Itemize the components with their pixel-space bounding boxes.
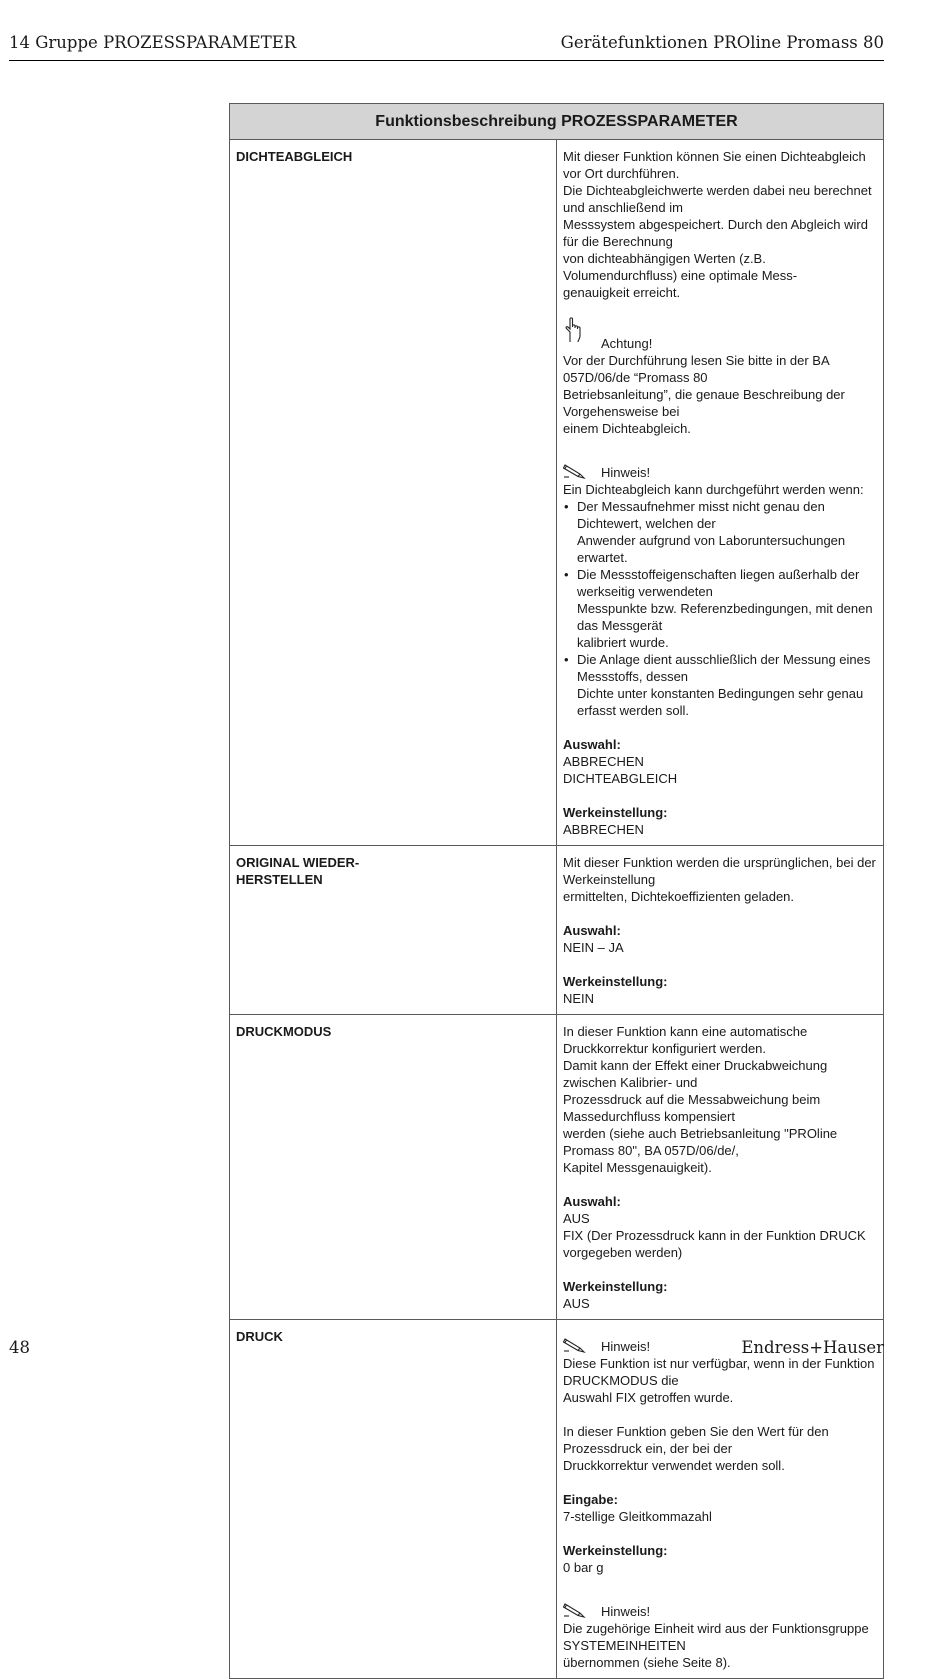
hand-pointing-finger-icon: [563, 316, 585, 348]
default-value: ABBRECHEN: [563, 822, 644, 837]
default-value: NEIN: [563, 991, 595, 1006]
selection-option: NEIN – JA: [563, 940, 624, 955]
default-label: Werkeinstellung:: [563, 805, 668, 820]
note-label: Hinweis!: [601, 1339, 651, 1354]
selection-option: ABBRECHEN: [563, 754, 644, 769]
text-line: • Die Messstoffeigenschaften liegen außerhalb der werkseitig verwendeten: [577, 567, 860, 599]
text-line: Mit dieser Funktion werden die ursprünglichen, bei der Werkeinstellung: [563, 855, 876, 887]
text-line: Dichte unter konstanten Bedingungen sehr genau erfasst werden soll.: [577, 686, 864, 718]
caution-text: [563, 352, 877, 437]
selection-label: Auswahl:: [563, 737, 621, 752]
default-label: Werkeinstellung:: [563, 1543, 668, 1558]
pencil-note-icon: [563, 462, 587, 484]
note-label: Hinweis!: [601, 1604, 651, 1619]
input-value: 7-stellige Gleitkommazahl: [563, 1509, 712, 1524]
text-line: werden (siehe auch Betriebsanleitung "PROline Promass 80", BA 057D/06/de/,: [563, 1126, 838, 1158]
text-line: Anwender aufgrund von Laboruntersuchungen erwartet.: [577, 533, 846, 565]
text-line: Vor der Durchführung lesen Sie bitte in der BA 057D/06/de “Promass 80: [563, 353, 829, 385]
table-row-druck: [230, 1320, 884, 1679]
default-value: 0 bar g: [563, 1560, 604, 1575]
text-line: Mit dieser Funktion können Sie einen Dichteabgleich vor Ort durchführen.: [563, 149, 866, 181]
pencil-note-icon: [563, 1601, 587, 1623]
default-label: Werkeinstellung:: [563, 1279, 668, 1294]
text-line: Druckkorrektur verwendet werden soll.: [563, 1458, 785, 1473]
default-value: AUS: [563, 1296, 590, 1311]
text-line: Prozessdruck auf die Messabweichung beim Massedurchfluss kompensiert: [563, 1092, 821, 1124]
brand-logo: Endress+Hauser: [741, 1338, 884, 1357]
text-line: einem Dichteabgleich.: [563, 421, 691, 436]
text-line: • Der Messaufnehmer misst nicht genau den Dichtewert, welchen der: [577, 499, 825, 531]
function-name: DRUCKMODUS: [230, 1015, 557, 1320]
header-section-title: 14 Gruppe PROZESSPARAMETER: [9, 33, 297, 52]
text-line: Diese Funktion ist nur verfügbar, wenn in der Funktion DRUCKMODUS die: [563, 1356, 875, 1388]
note-label: Hinweis!: [601, 465, 651, 480]
header-document-title: Gerätefunktionen PROline Promass 80: [560, 33, 884, 52]
function-name: DRUCK: [230, 1320, 557, 1679]
page-header: [9, 30, 884, 61]
text-line: In dieser Funktion kann eine automatische Druckkorrektur konfiguriert werden.: [563, 1024, 808, 1056]
input-label: Eingabe:: [563, 1492, 618, 1507]
text-line: von dichteabhängigen Werten (z.B. Volumendurchfluss) eine optimale Mess-: [563, 251, 798, 283]
table-row-druckmodus: [230, 1015, 884, 1320]
selection-option: AUS: [563, 1211, 590, 1226]
text-line: Betriebsanleitung”, die genaue Beschreibung der Vorgehensweise bei: [563, 387, 845, 419]
text-line: Kapitel Messgenauigkeit).: [563, 1160, 712, 1175]
caution-label: Achtung!: [601, 336, 653, 351]
text-line: HERSTELLEN: [236, 872, 323, 887]
function-description-table: [229, 103, 884, 1679]
function-description: [557, 846, 884, 1015]
text-line: In dieser Funktion geben Sie den Wert für den Prozessdruck ein, der bei der: [563, 1424, 829, 1456]
function-name: DICHTEABGLEICH: [230, 140, 557, 846]
text-line: ORIGINAL WIEDER-: [236, 855, 360, 870]
note-notice: [563, 464, 877, 481]
function-description: [557, 140, 884, 846]
default-label: Werkeinstellung:: [563, 974, 668, 989]
text-line: Messsystem abgespeichert. Durch den Abgleich wird für die Berechnung: [563, 217, 868, 249]
note-notice: [563, 1603, 877, 1620]
text-line: Die Dichteabgleichwerte werden dabei neu berechnet und anschließend im: [563, 183, 872, 215]
text-line: Damit kann der Effekt einer Druckabweichung zwischen Kalibrier- und: [563, 1058, 828, 1090]
list-item: [563, 498, 877, 566]
text-line: genauigkeit erreicht.: [563, 285, 681, 300]
list-item: [563, 651, 877, 719]
text-line: übernommen (siehe Seite 8).: [563, 1655, 731, 1670]
table-row-dichteabgleich: [230, 140, 884, 846]
list-item: [563, 566, 877, 651]
table-title: Funktionsbeschreibung PROZESSPARAMETER: [230, 104, 884, 140]
bullet-list: [563, 498, 877, 719]
text-line: Messpunkte bzw. Referenzbedingungen, mit denen das Messgerät: [577, 601, 873, 633]
text-line: Auswahl FIX getroffen wurde.: [563, 1390, 734, 1405]
description-text: [563, 148, 877, 301]
function-name: [230, 846, 557, 1015]
text-line: • Die Anlage dient ausschließlich der Messung eines Messstoffs, dessen: [577, 652, 871, 684]
caution-notice: [563, 318, 877, 352]
selection-label: Auswahl:: [563, 923, 621, 938]
table-row-original-wiederherstellen: [230, 846, 884, 1015]
selection-option: DICHTEABGLEICH: [563, 771, 678, 786]
selection-label: Auswahl:: [563, 1194, 621, 1209]
note-text: Ein Dichteabgleich kann durchgeführt werden wenn:: [563, 482, 864, 497]
text-line: Die zugehörige Einheit wird aus der Funktionsgruppe SYSTEMEINHEITEN: [563, 1621, 869, 1653]
function-description: [557, 1015, 884, 1320]
function-description: [557, 1320, 884, 1679]
text-line: ermittelten, Dichtekoeffizienten geladen.: [563, 889, 795, 904]
pencil-note-icon: [563, 1336, 587, 1358]
selection-option: FIX (Der Prozessdruck kann in der Funktion DRUCK vorgegeben werden): [563, 1228, 866, 1260]
text-line: kalibriert wurde.: [577, 635, 669, 650]
page-number: 48: [9, 1338, 30, 1357]
